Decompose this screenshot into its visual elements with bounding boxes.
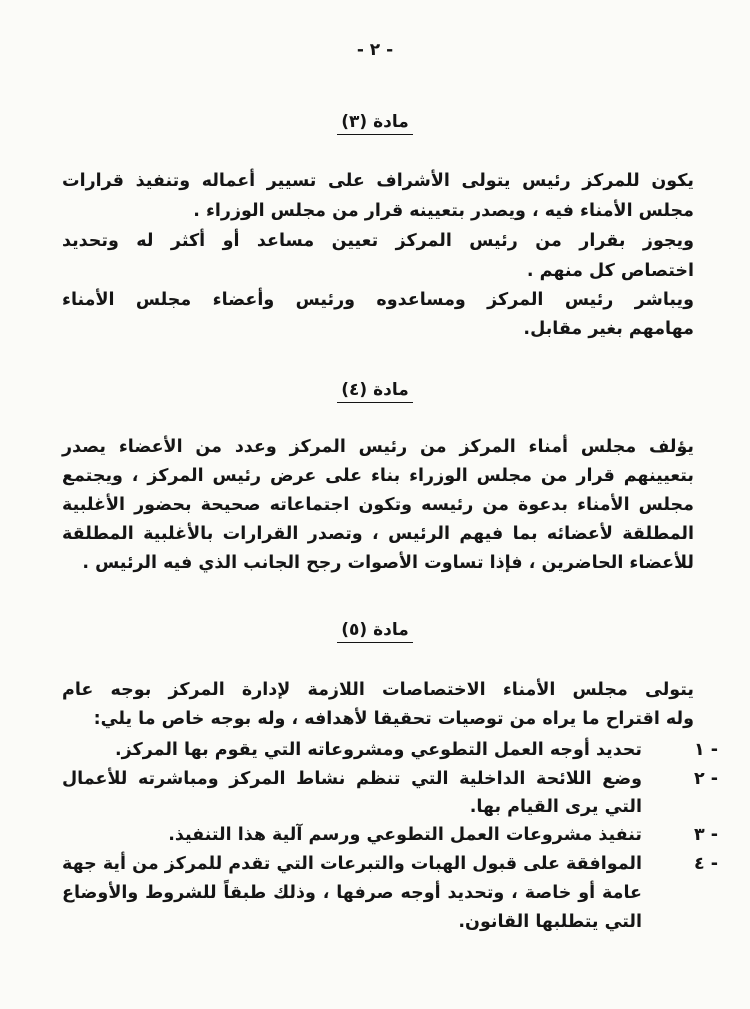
article-5-heading: مادة (٥) (0, 620, 750, 640)
list-item-number: ٢ - (694, 769, 719, 789)
article-3-line: مهامهم بغير مقابل. (523, 319, 694, 339)
list-item-line: عامة أو خاصة ، وتحديد أوجه صرفها ، وذلك طبقاً للشروط والأوضاع (62, 883, 642, 903)
article-4-heading: مادة (٤) (0, 380, 750, 400)
article-3-line: يكون للمركز رئيس يتولى الأشراف على تسيير أعماله وتنفيذ قرارات (62, 171, 694, 191)
article-3-line: مجلس الأمناء فيه ، ويصدر بتعيينه قرار من مجلس الوزراء . (193, 201, 694, 221)
article-3-line: اختصاص كل منهم . (526, 261, 694, 281)
article-4-line: المطلقة لأعضائه بما فيهم الرئيس ، وتصدر القرارات بالأغلبية المطلقة (62, 524, 694, 544)
article-3-line: ويجوز بقرار من رئيس المركز تعيين مساعد أو أكثر له وتحديد (62, 231, 694, 251)
list-item-number: ٣ - (694, 825, 719, 845)
article-4-line: بتعيينهم قرار من مجلس الوزراء بناء على عرض رئيس المركز ، ويجتمع (62, 466, 694, 486)
list-item-number: ٤ - (694, 854, 719, 874)
list-item-line: الموافقة على قبول الهبات والتبرعات التي تقدم للمركز من أية جهة (61, 854, 642, 874)
list-item-line: وضع اللائحة الداخلية التي تنظم نشاط المركز ومباشرته للأعمال (62, 769, 642, 789)
article-3-heading: مادة (٣) (0, 112, 750, 132)
list-item-line: التي يتطلبها القانون. (458, 912, 642, 932)
list-item-number: ١ - (694, 740, 719, 760)
article-3-line: ويباشر رئيس المركز ومساعدوه ورئيس وأعضاء مجلس الأمناء (62, 290, 694, 310)
page-number: - ٢ - (356, 40, 394, 60)
list-item-line: التي يرى القيام بها. (469, 797, 642, 817)
article-4-line: يؤلف مجلس أمناء المركز من رئيس المركز وعدد من الأعضاء يصدر (62, 437, 694, 457)
list-item-line: تحديد أوجه العمل التطوعي ومشروعاته التي يقوم بها المركز. (115, 740, 642, 760)
list-item-line: تنفيذ مشروعات العمل التطوعي ورسم آلية هذا التنفيذ. (168, 825, 642, 845)
article-4-line: للأعضاء الحاضرين ، فإذا تساوت الأصوات رجح الجانب الذي فيه الرئيس . (82, 553, 694, 573)
article-4-line: مجلس الأمناء بدعوة من رئيسه وتكون اجتماعاته صحيحة بحضور الأغلبية (62, 495, 694, 515)
article-5-intro-line: وله اقتراح ما يراه من توصيات تحقيقا لأهدافه ، وله بوجه خاص ما يلي: (93, 709, 694, 729)
article-5-intro-line: يتولى مجلس الأمناء الاختصاصات اللازمة لإدارة المركز بوجه عام (62, 680, 694, 700)
